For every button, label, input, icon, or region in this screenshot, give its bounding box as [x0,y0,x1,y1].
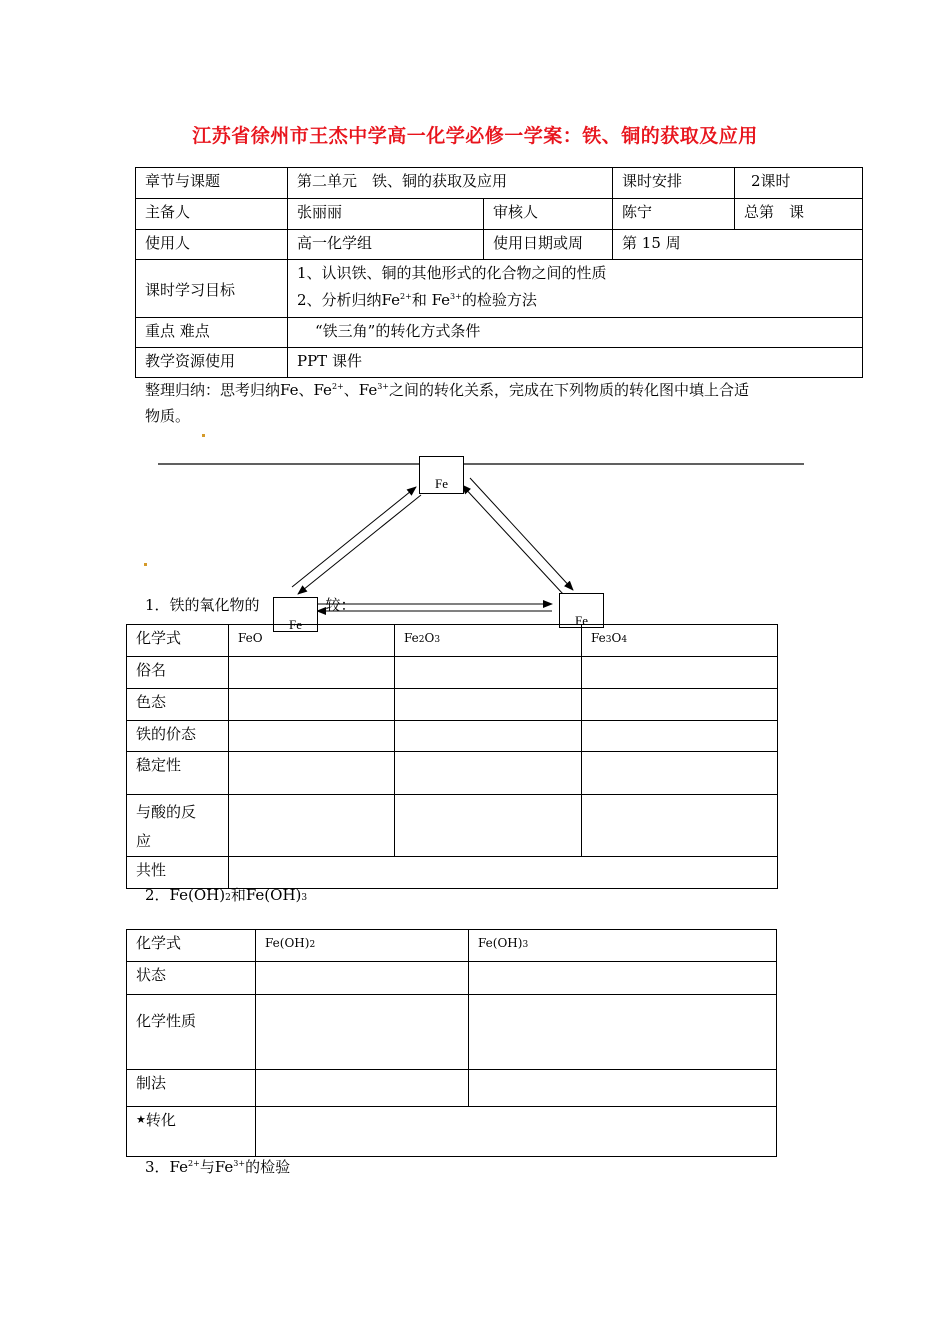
arrow-right-up [462,485,563,594]
section-1-heading: 1．铁的氧化物的 较： [145,596,356,614]
oxide-header-formula: 化学式 [127,625,229,657]
label-schedule: 课时安排 [613,168,735,199]
value-key-points: “铁三角”的转化方式条件 [288,318,863,348]
value-user: 高一化学组 [288,230,484,260]
label-chapter: 章节与课题 [136,168,288,199]
hydroxide-row-label: 制法 [127,1070,256,1107]
oxide-row-label: 铁的价态 [127,721,229,752]
value-reviewer: 陈宁 [613,199,735,230]
label-user: 使用人 [136,230,288,260]
label-key-points: 重点 难点 [136,318,288,348]
page-title: 江苏省徐州市王杰中学高一化学必修一学案：铁、铜的获取及应用 [192,125,758,147]
oxide-header-feo: FeO [229,625,395,657]
arrow-right-down [470,478,573,590]
node-fe-left: Fe [273,597,318,632]
iron-triangle-diagram [0,0,950,660]
goal-2: 2、分析归纳$Fe^{2+}$和 $Fe^{3+}$的检验方法 [297,291,537,309]
oxide-header-fe3o4: Fe3O4 [582,625,778,657]
label-reviewer: 审核人 [484,199,613,230]
value-date: 第 15 周 [613,230,863,260]
star-icon: ★ [136,1113,146,1126]
hydroxide-row-label: 化学性质 [127,995,256,1070]
value-resources: PPT 课件 [288,348,863,378]
value-schedule: 2课时 [735,168,863,199]
iron-hydroxide-table [126,929,777,1157]
oxide-row-label-acid: 与酸的反 应 [127,795,229,857]
section-2-heading: 2．Fe(OH)2和Fe(OH)3 [145,886,308,904]
oxide-row-label: 色态 [127,689,229,721]
summary-line-2: 物质。 [145,407,191,425]
arrow-left-up [292,487,416,587]
total-lesson: 总第 课 [735,199,863,230]
value-preparer: 张丽丽 [288,199,484,230]
hydroxide-row-label-convert: ★转化 [127,1107,256,1157]
oxide-header-fe2o3: Fe2O3 [395,625,582,657]
arrow-left-down [298,495,421,594]
value-chapter: 第二单元 铁、铜的获取及应用 [288,168,613,199]
label-preparer: 主备人 [136,199,288,230]
node-fe-top: Fe [419,456,464,494]
oxide-row-label: 俗名 [127,657,229,689]
label-date: 使用日期或周 [484,230,613,260]
goal-1: 1、认识铁、铜的其他形式的化合物之间的性质 [297,264,607,282]
hydroxide-header-formula: 化学式 [127,930,256,962]
hydroxide-row-label: 状态 [127,962,256,995]
node-fe-right: Fe [559,593,604,628]
label-goals: 课时学习目标 [136,260,288,318]
oxide-row-label-common: 共性 [127,857,229,889]
iron-oxide-table [126,624,778,889]
hydroxide-header-feoh3: Fe(OH)3 [469,930,777,962]
section-3-heading: 3．$Fe^{2+}$与$Fe^{3+}$的检验 [145,1158,291,1176]
oxide-row-label: 稳定性 [127,752,229,795]
label-resources: 教学资源使用 [136,348,288,378]
hydroxide-header-feoh2: Fe(OH)2 [256,930,469,962]
summary-line-1: 整理归纳：思考归纳Fe、$Fe^{2+}$、$Fe^{3+}$之间的转化关系，完成在下列物质的转化图中填上合适 [145,381,750,399]
